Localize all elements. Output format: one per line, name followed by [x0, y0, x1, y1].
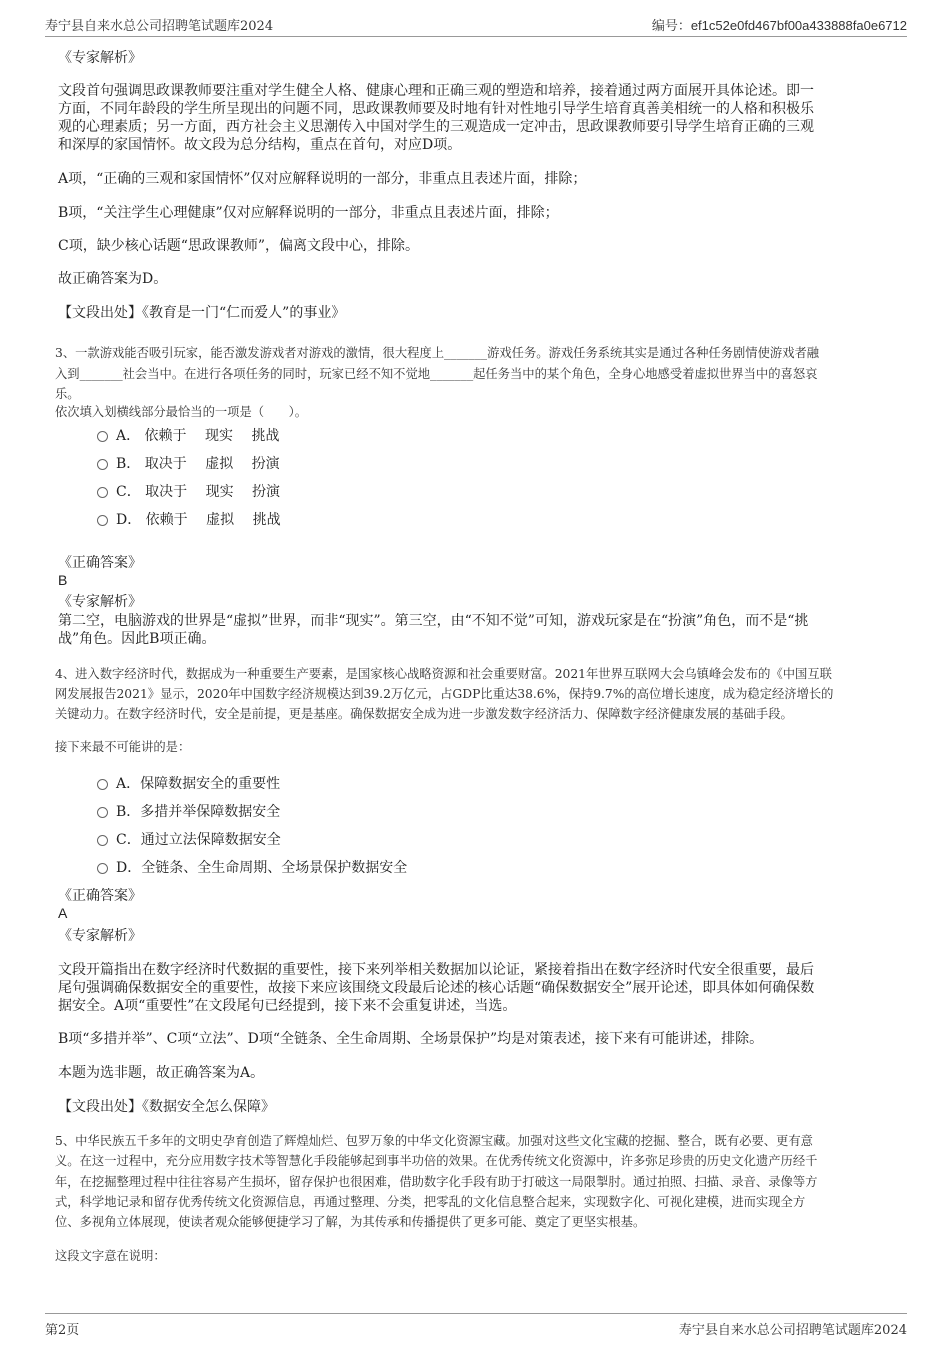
q3-answer: B: [58, 572, 68, 588]
q5-stem-line: 5、中华民族五千多年的文明史孕育创造了辉煌灿烂、包罗万象的中华文化资源宝藏。加强对这些文化宝藏的挖掘、整合，既有必要、更有意: [55, 1134, 813, 1148]
page-number: 第2页: [45, 1323, 80, 1338]
q4-option-b-label: B．多措并举保障数据安全: [116, 804, 281, 820]
q3-option-b-label: B． 取决于 虚拟 扮演: [116, 456, 280, 472]
q3-stem-line: 入到_______社会当中。在进行各项任务的同时，玩家已经不知不觉地_______起任务当中的某个角色，全身心地感受着虚拟世界当中的喜怒哀: [55, 367, 818, 381]
q4-answer-label: 《正确答案》: [58, 888, 142, 904]
q3-analysis-label: 《专家解析》: [58, 594, 142, 610]
q3-option-c[interactable]: [97, 483, 280, 501]
q4-option-d-label: D．全链条、全生命周期、全场景保护数据安全: [116, 860, 408, 876]
prev-conclusion: 故正确答案为D。: [58, 271, 168, 287]
q3-option-a-label: A． 依赖于 现实 挑战: [116, 428, 280, 444]
q4-analysis-line: 据安全。A项“重要性”在文段尾句已经提到，接下来不会重复讲述，当选。: [58, 998, 517, 1014]
prev-option-c-note: C项，缺少核心话题“思政课教师”，偏离文段中心，排除。: [58, 238, 420, 254]
q3-stem-line: 乐。: [55, 387, 80, 401]
prev-analysis-line: 文段首句强调思政课教师要注重对学生健全人格、健康心理和正确三观的塑造和培养，接着通过两方面展开具体论述。即一: [58, 83, 814, 99]
q3-analysis-line: 战”角色。因此B项正确。: [58, 631, 216, 647]
q3-analysis-line: 第二空，电脑游戏的世界是“虚拟”世界，而非“现实”。第三空，由“不知不觉”可知，游戏玩家是在“扮演”角色，而不是“挑: [58, 613, 809, 629]
header-title: 寿宁县自来水总公司招聘笔试题库2024: [45, 19, 274, 34]
prev-analysis-line: 观的心理素质；另一方面，西方社会主义思潮传入中国对学生的三观造成一定冲击，思政课教师要引导学生培育正确的三观: [58, 119, 814, 135]
q3-option-b[interactable]: [97, 455, 280, 473]
header-document-id: 编号：ef1c52e0fd467bf00a433888fa0e6712: [651, 18, 907, 33]
q4-option-d[interactable]: [97, 859, 407, 877]
q5-stem-line: 年，在挖掘整理过程中往往容易产生损坏，留存保护也很困难，借助数字化手段有助于打破这一局限掣肘。通过拍照、扫描、录音、录像等方: [55, 1175, 818, 1189]
radio-icon[interactable]: [97, 863, 108, 874]
q3-option-d[interactable]: [97, 511, 281, 529]
q4-stem-line: 关键动力。在数字经济时代，安全是前提，更是基座。确保数据安全成为进一步激发数字经济活力、保障数字经济健康发展的基础手段。: [55, 707, 793, 721]
q4-analysis-line: 文段开篇指出在数字经济时代数据的重要性，接下来列举相关数据加以论证，紧接着指出在数字经济时代安全很重要，最后: [58, 962, 814, 978]
page-footer: [45, 1313, 907, 1338]
q4-stem-line: 网发展报告2021》显示，2020年中国数字经济规模达到39.2万亿元，占GDP比重达38.6%，保持9.7%的高位增长速度，成为稳定经济增长的: [55, 687, 834, 701]
radio-icon[interactable]: [97, 779, 108, 790]
q3-option-a[interactable]: [97, 427, 279, 445]
q4-option-c[interactable]: [97, 831, 281, 849]
footer-title: 寿宁县自来水总公司招聘笔试题库2024: [678, 1323, 907, 1338]
q4-analysis-label: 《专家解析》: [58, 928, 142, 944]
q4-option-c-label: C．通过立法保障数据安全: [116, 832, 281, 848]
radio-icon[interactable]: [97, 515, 108, 526]
q4-option-b[interactable]: [97, 803, 280, 821]
prev-analysis-line: 和深厚的家国情怀。故文段为总分结构，重点在首句，对应D项。: [58, 137, 462, 153]
q3-option-d-label: D． 依赖于 虚拟 挑战: [116, 512, 281, 528]
q3-option-c-label: C． 取决于 现实 扮演: [116, 484, 281, 500]
q4-source: 【文段出处】《数据安全怎么保障》: [58, 1099, 275, 1115]
prev-option-b-note: B项，“关注学生心理健康”仅对应解释说明的一部分，非重点且表述片面，排除；: [58, 205, 559, 221]
radio-icon[interactable]: [97, 459, 108, 470]
radio-icon[interactable]: [97, 431, 108, 442]
q4-analysis-line: 尾句强调确保数据安全的重要性，故接下来应该围绕文段最后论述的核心话题“确保数据安全”展开论述，即具体如何确保数: [58, 980, 815, 996]
q5-stem-line: 式，科学地记录和留存优秀传统文化资源信息，再通过整理、分类，把零乱的文化信息整合起来，实现数字化、可视化建模，进而实现全方: [55, 1195, 806, 1209]
q4-stem-line: 4、进入数字经济时代，数据成为一种重要生产要素，是国家核心战略资源和社会重要财富。2021年世界互联网大会乌镇峰会发布的《中国互联: [55, 667, 832, 681]
q4-option-a-label: A．保障数据安全的重要性: [116, 776, 281, 792]
prev-analysis-line: 方面，不同年龄段的学生所呈现出的问题不同，思政课教师要及时地有针对性地引导学生培育真善美相统一的人格和积极乐: [58, 101, 814, 117]
q4-question: 接下来最不可能讲的是：: [55, 740, 191, 754]
prev-option-a-note: A项，“正确的三观和家国情怀”仅对应解释说明的一部分，非重点且表述片面，排除；: [58, 171, 587, 187]
prev-analysis-label: 《专家解析》: [58, 50, 142, 66]
q3-question: 依次填入划横线部分最恰当的一项是（ ）。: [55, 405, 308, 419]
q3-answer-label: 《正确答案》: [58, 555, 142, 571]
q5-question: 这段文字意在说明：: [55, 1249, 166, 1263]
q3-stem-line: 3、一款游戏能否吸引玩家，能否激发游戏者对游戏的激情，很大程度上_______游戏任务。游戏任务系统其实是通过各种任务剧情使游戏者融: [55, 346, 820, 360]
q4-bcd-note: B项“多措并举”、C项“立法”、D项“全链条、全生命周期、全场景保护”均是对策表述，接下来有可能讲述，排除。: [58, 1031, 764, 1047]
radio-icon[interactable]: [97, 807, 108, 818]
page-header: [45, 12, 907, 37]
q4-conclusion: 本题为选非题，故正确答案为A。: [58, 1065, 265, 1081]
radio-icon[interactable]: [97, 487, 108, 498]
q4-answer: A: [58, 905, 68, 921]
q5-stem-line: 位、多视角立体展现，使读者观众能够便捷学习了解，为其传承和传播提供了更多可能、奠定了更坚实根基。: [55, 1215, 646, 1229]
radio-icon[interactable]: [97, 835, 108, 846]
prev-source: 【文段出处】《教育是一门“仁而爱人”的事业》: [58, 305, 346, 321]
q4-option-a[interactable]: [97, 775, 280, 793]
q5-stem-line: 义。在这一过程中，充分应用数字技术等智慧化手段能够起到事半功倍的效果。在优秀传统文化资源中，许多弥足珍贵的历史文化遗产历经千: [55, 1154, 818, 1168]
